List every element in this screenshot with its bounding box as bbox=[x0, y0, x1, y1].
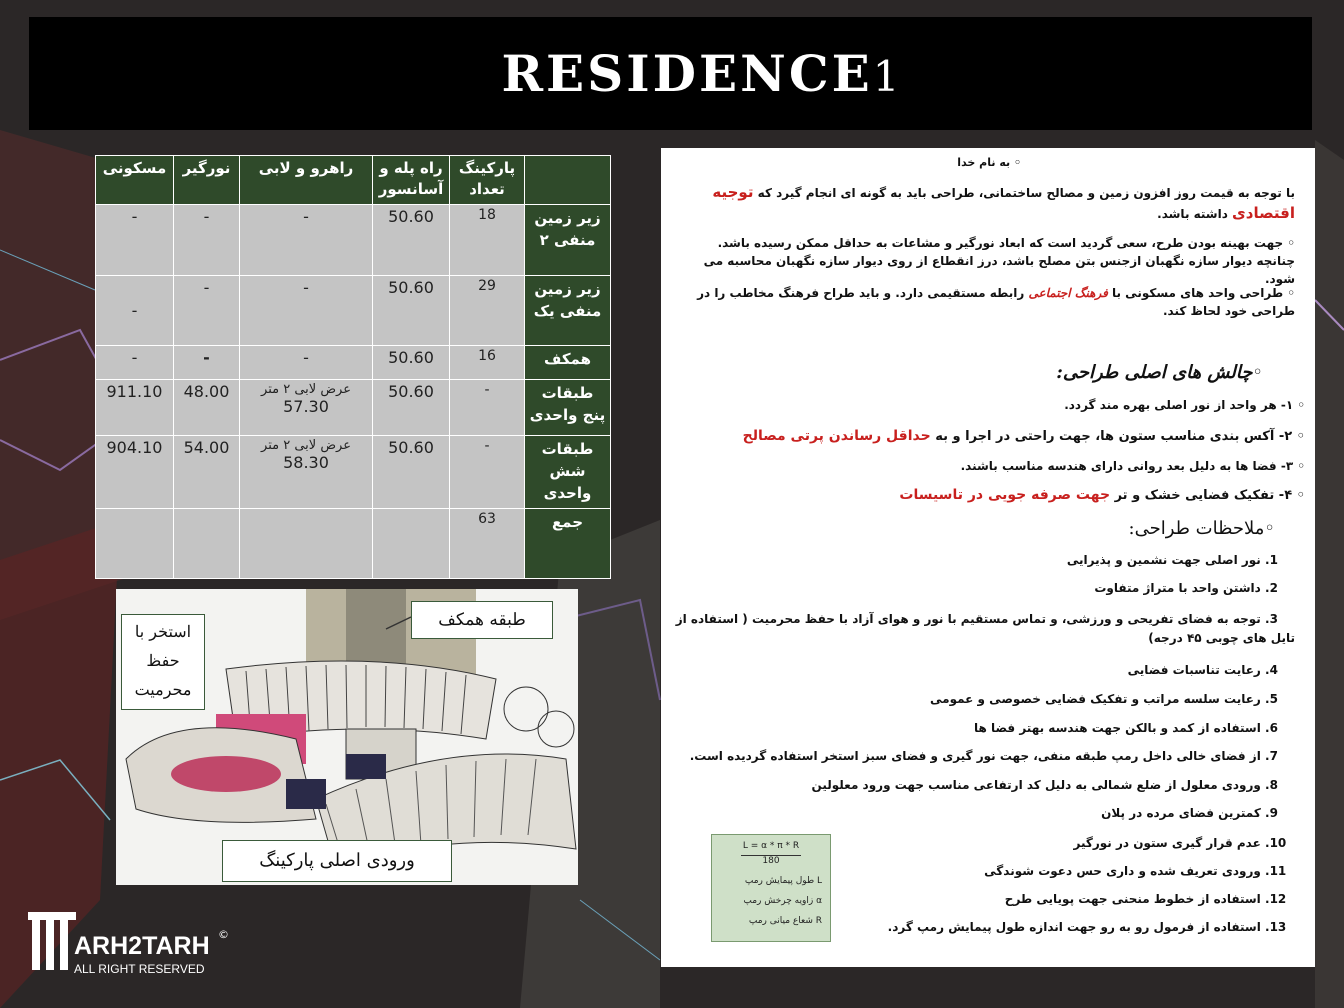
formula-denominator: 180 bbox=[741, 855, 801, 866]
notes-title: ◦ملاحظات طراحی: bbox=[1128, 518, 1275, 539]
list-item bbox=[984, 862, 1295, 881]
paragraph-culture bbox=[675, 284, 1295, 320]
corridor-value: 57.30 bbox=[283, 397, 329, 417]
page-title bbox=[502, 44, 900, 103]
cell-res bbox=[96, 508, 174, 578]
challenges-title: ◦چالش های اصلی طراحی: bbox=[1056, 362, 1263, 383]
cell-light bbox=[174, 508, 240, 578]
cell-stair: 50.60 bbox=[373, 436, 450, 508]
note-text: توجه به فضای تفریحی و ورزشی، و تماس مستقیم با نور و هوای آزاد با حفظ محرمیت ( استفاده از تایل های چوبی ۴۵ درجه) bbox=[675, 612, 1295, 645]
note-number: 11. bbox=[1265, 864, 1287, 878]
list-item bbox=[888, 918, 1295, 937]
table-row bbox=[96, 380, 611, 436]
cell-corridor bbox=[240, 380, 373, 436]
cell-parking: - bbox=[450, 380, 525, 436]
bismillah: ◦ به نام خدا bbox=[957, 156, 1021, 169]
description-panel bbox=[661, 148, 1315, 967]
cell-parking: - bbox=[450, 436, 525, 508]
table-row bbox=[96, 275, 611, 345]
challenge-2 bbox=[743, 427, 1305, 446]
list-item bbox=[1094, 579, 1295, 598]
label-pool: استخر با حفظ محرمیت bbox=[121, 614, 205, 710]
c4-highlight: جهت صرفه جویی در تاسیسات bbox=[899, 487, 1111, 503]
note-number: 9. bbox=[1265, 806, 1278, 820]
note-text: عدم قرار گیری ستون در نورگیر bbox=[1073, 836, 1261, 850]
cell-parking: 18 bbox=[450, 205, 525, 275]
header-parking: پارکینگ تعداد bbox=[450, 156, 525, 205]
cell-corridor: - bbox=[240, 345, 373, 379]
label-parking-entrance: ورودی اصلی پارکینگ bbox=[222, 840, 452, 882]
note-number: 5. bbox=[1265, 692, 1278, 706]
list-item bbox=[1128, 661, 1295, 680]
note-text: استفاده از فرمول رو به رو جهت اندازه طول پیمایش رمپ گرد. bbox=[887, 920, 1261, 934]
list-item bbox=[1067, 551, 1295, 570]
table-header-row bbox=[96, 156, 611, 205]
cell-parking: 29 bbox=[450, 275, 525, 345]
challenge-1: ◦ ۱- هر واحد از نور اصلی بهره مند گردد. bbox=[1064, 398, 1305, 412]
note-number: 1. bbox=[1265, 553, 1278, 567]
title-main: RESIDENCE bbox=[501, 44, 873, 103]
cell-stair: 50.60 bbox=[373, 205, 450, 275]
p1-highlight: توجیه اقتصادی bbox=[712, 183, 1295, 222]
corridor-value: 58.30 bbox=[283, 453, 329, 473]
p1-text-b: داشته باشد. bbox=[1157, 207, 1233, 221]
note-text: رعایت سلسه مراتب و تفکیک فضایی خصوصی و عمومی bbox=[930, 692, 1261, 706]
note-number: 6. bbox=[1265, 721, 1278, 735]
row-label: طبقات شش واحدی bbox=[525, 436, 611, 508]
cell-res: 911.10 bbox=[96, 380, 174, 436]
table-row bbox=[96, 345, 611, 379]
list-item bbox=[1005, 890, 1295, 909]
formula-r: R شعاع میانی رمپ bbox=[748, 916, 822, 926]
cell-corridor: - bbox=[240, 275, 373, 345]
note-number: 7. bbox=[1265, 749, 1278, 763]
cell-res: - bbox=[96, 275, 174, 345]
cell-res: - bbox=[96, 205, 174, 275]
brand-logo bbox=[28, 912, 238, 982]
cell-light: 54.00 bbox=[174, 436, 240, 508]
row-label: طبقات پنج واحدی bbox=[525, 380, 611, 436]
cell-light: - bbox=[174, 345, 240, 379]
label-ground-floor: طبقه همکف bbox=[411, 601, 553, 639]
cell-corridor bbox=[240, 436, 373, 508]
header-corridor: راهرو و لابی bbox=[240, 156, 373, 205]
header-residential: مسکونی bbox=[96, 156, 174, 205]
p3-highlight: فرهنگ اجتماعی bbox=[1028, 286, 1108, 300]
corridor-note: عرض لابی ۲ متر bbox=[261, 438, 351, 454]
logo-tagline: ALL RIGHT RESERVED bbox=[74, 962, 205, 976]
formula-l: L طول پیمایش رمپ bbox=[744, 876, 822, 886]
title-bar bbox=[29, 17, 1312, 130]
p1-text-a: با توجه به قیمت روز افزون زمین و مصالح ساختمانی، طراحی باید به گونه ای انجام گیرد که bbox=[753, 186, 1295, 200]
list-item bbox=[690, 747, 1295, 766]
p3-text-a: ◦ طراحی واحد های مسکونی با bbox=[1107, 286, 1295, 300]
note-text: کمترین فضای مرده در پلان bbox=[1101, 806, 1261, 820]
cell-res: - bbox=[96, 345, 174, 379]
note-text: استفاده از کمد و بالکن جهت هندسه بهتر فضا ها bbox=[973, 721, 1261, 735]
cell-parking: 16 bbox=[450, 345, 525, 379]
note-text: نور اصلی جهت نشمین و پذیرایی bbox=[1066, 553, 1261, 567]
list-item bbox=[1101, 804, 1295, 823]
note-text: ورودی معلول از ضلع شمالی به دلیل کد ارتفاعی مناسب جهت ورود معلولین bbox=[811, 778, 1261, 792]
table-row bbox=[96, 508, 611, 578]
row-label: همکف bbox=[525, 345, 611, 379]
note-text: استفاده از خطوط منحنی جهت پویایی طرح bbox=[1004, 892, 1261, 906]
cell-res: 904.10 bbox=[96, 436, 174, 508]
note-number: 10. bbox=[1265, 836, 1287, 850]
ramp-formula-box bbox=[711, 834, 831, 942]
header-lightwell: نورگیر bbox=[174, 156, 240, 205]
header-stair: راه پله و آسانسور bbox=[373, 156, 450, 205]
note-text: از فضای خالی داخل رمپ طبقه منفی، جهت نور گیری و فضای سبز استخر استفاده گردیده است. bbox=[689, 749, 1261, 763]
note-number: 13. bbox=[1265, 920, 1287, 934]
paragraph-optimization: ◦ جهت بهینه بودن طرح، سعی گردید است که ابعاد نورگیر و مشاعات به حداقل ممکن رسیده باشد. چنانچه دیوار سازه نگهبان ازجنس بتن مصلح باشد، درز انقطاع از روی دیوار سازه نگهبان محاسبه می شود. bbox=[703, 236, 1295, 286]
area-table bbox=[95, 155, 611, 579]
challenge-4 bbox=[899, 486, 1305, 505]
cell-light: 48.00 bbox=[174, 380, 240, 436]
formula-equation: L = α * π * R bbox=[742, 841, 800, 851]
list-item bbox=[1074, 834, 1296, 853]
header-floor bbox=[525, 156, 611, 205]
cell-stair: 50.60 bbox=[373, 345, 450, 379]
cell-light: - bbox=[174, 205, 240, 275]
note-number: 8. bbox=[1265, 778, 1278, 792]
table-row bbox=[96, 205, 611, 275]
row-label: زیر زمین منفی یک bbox=[525, 275, 611, 345]
row-label: جمع bbox=[525, 508, 611, 578]
note-number: 4. bbox=[1265, 663, 1278, 677]
note-text: رعایت تناسبات فضایی bbox=[1127, 663, 1261, 677]
note-text: ورودی تعریف شده و داری حس دعوت شوندگی bbox=[984, 864, 1261, 878]
list-item bbox=[675, 610, 1295, 648]
cell-stair: 50.60 bbox=[373, 275, 450, 345]
c2-highlight: حداقل رساندن پرتی مصالح bbox=[742, 428, 931, 444]
c4-text: ◦ ۴- تفکیک فضایی خشک و تر bbox=[1110, 488, 1305, 503]
sketch-image bbox=[116, 589, 578, 885]
list-item bbox=[812, 776, 1295, 795]
note-number: 2. bbox=[1265, 581, 1278, 595]
logo-brand: ARH2TARH bbox=[74, 932, 210, 960]
paragraph-economic bbox=[675, 182, 1295, 224]
note-number: 12. bbox=[1265, 892, 1287, 906]
p3-text-b: رابطه مستقیمی دارد. و باید طراح فرهنگ مخاطب را در طراحی خود لحاظ کند. bbox=[697, 286, 1295, 318]
logo-copyright: © bbox=[218, 928, 229, 941]
cell-corridor bbox=[240, 508, 373, 578]
challenge-3: ◦ ۳- فضا ها به دلیل بعد روانی دارای هندسه مناسب باشند. bbox=[960, 459, 1305, 473]
c2-text: ◦ ۲- آکس بندی مناسب ستون ها، جهت راحتی در اجرا و به bbox=[930, 429, 1305, 444]
list-item bbox=[930, 690, 1295, 709]
cell-corridor: - bbox=[240, 205, 373, 275]
corridor-note: عرض لابی ۲ متر bbox=[261, 382, 351, 398]
cell-light: - bbox=[174, 275, 240, 345]
note-text: داشتن واحد با متراژ متفاوت bbox=[1094, 581, 1261, 595]
cell-stair bbox=[373, 508, 450, 578]
list-item bbox=[974, 719, 1295, 738]
cell-parking: 63 bbox=[450, 508, 525, 578]
row-label: زیر زمین منفی ۲ bbox=[525, 205, 611, 275]
formula-alpha: α زاویه چرخش رمپ bbox=[743, 896, 822, 906]
title-number: 1 bbox=[872, 52, 900, 101]
table-row bbox=[96, 436, 611, 508]
note-number: 3. bbox=[1265, 612, 1278, 626]
cell-stair: 50.60 bbox=[373, 380, 450, 436]
